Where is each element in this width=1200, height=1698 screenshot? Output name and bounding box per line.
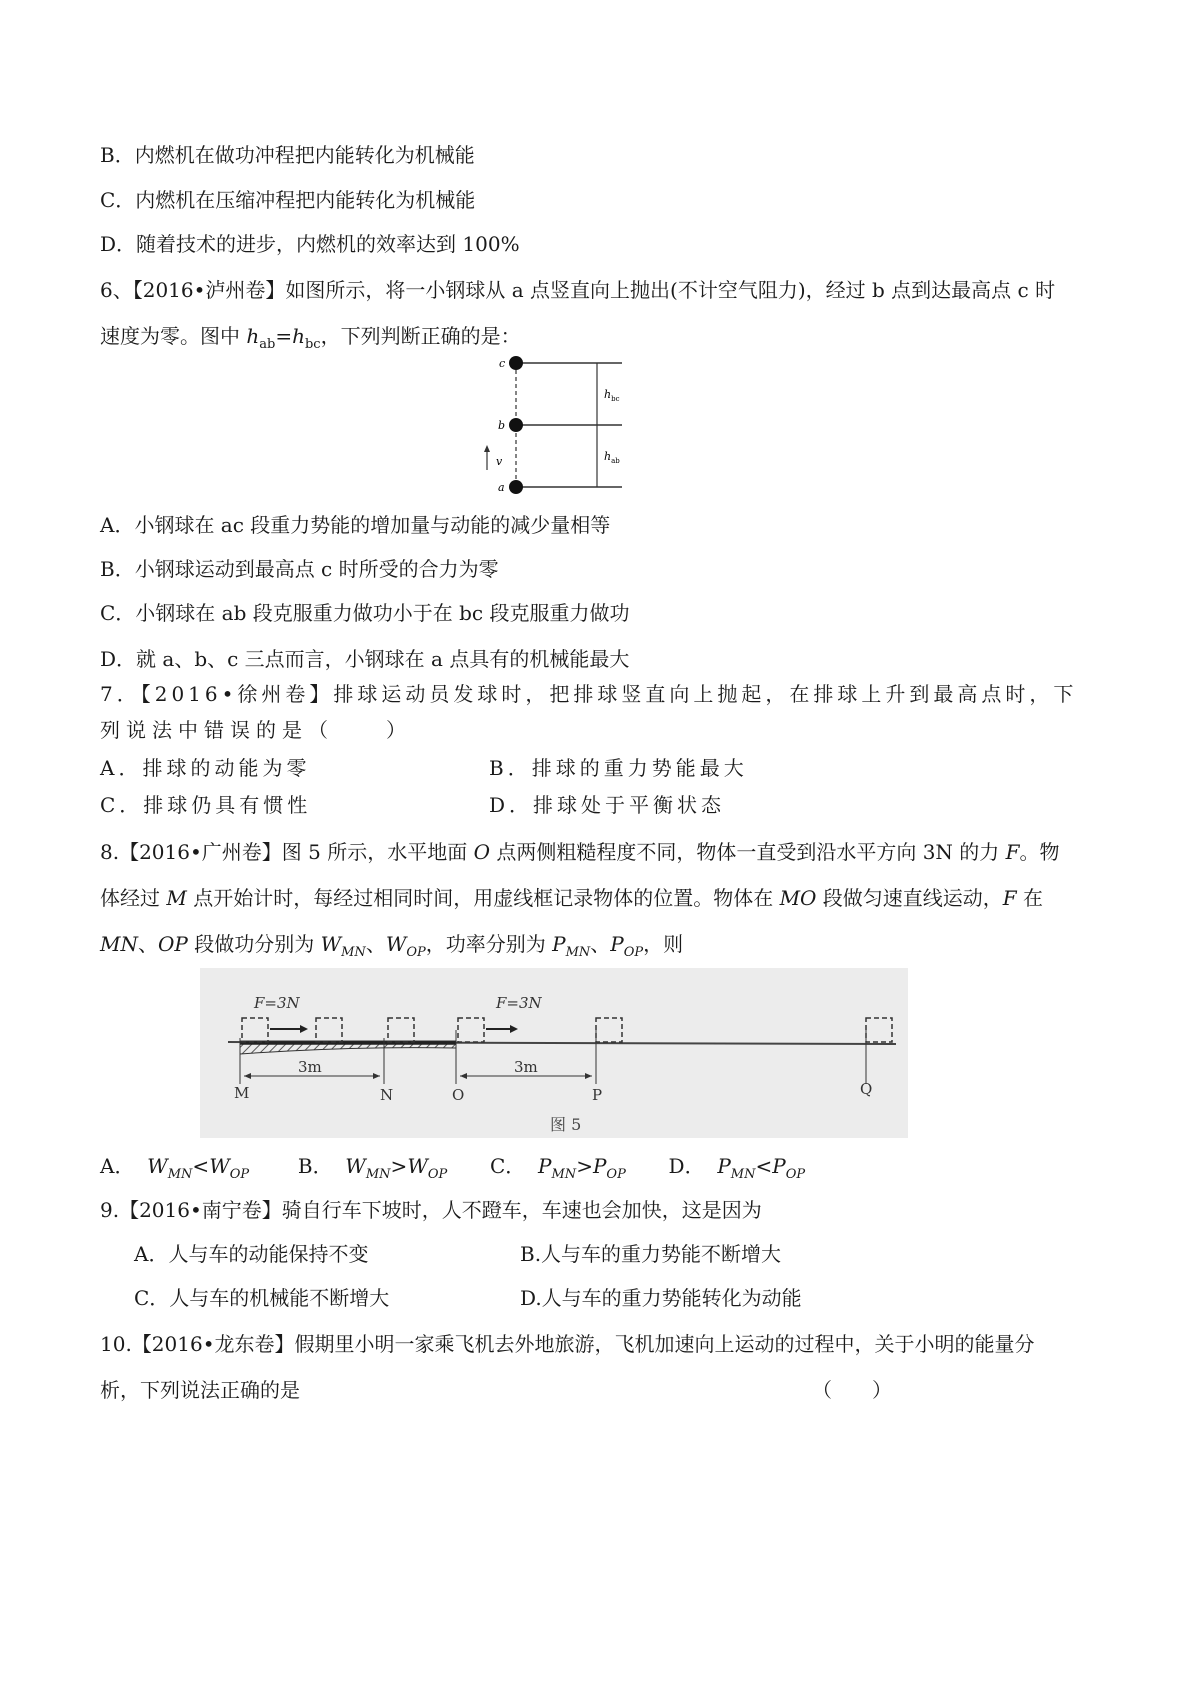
q6-option-b: B．小钢球运动到最高点 c 时所受的合力为零 (100, 557, 499, 581)
q8-option-b: B． $W_{MN}>W_{OP}$ (297, 1154, 448, 1182)
q9-option-a: A．人与车的动能保持不变 (134, 1242, 369, 1266)
label-a: a (498, 481, 505, 494)
force-label-2: F=3N (496, 994, 542, 1012)
distance-op: 3m (514, 1058, 538, 1076)
ball-c (509, 356, 523, 370)
figure-caption: 图 5 (550, 1115, 582, 1134)
q6-option-d: D．就 a、b、c 三点而言，小钢球在 a 点具有的机械能最大 (100, 647, 630, 671)
label-c: c (499, 357, 506, 370)
q10-answer-paren: （ ） (812, 1378, 892, 1402)
q10-stem-line1: 10.【2016•龙东卷】假期里小明一家乘飞机去外地旅游，飞机加速向上运动的过程中，关于小明的能量分 (100, 1332, 1035, 1356)
label-b: b (498, 419, 506, 432)
label-hbc: $h_{bc}$ (604, 388, 620, 403)
q9-option-b: B.人与车的重力势能不断增大 (520, 1242, 782, 1266)
q8-option-d: D． $P_{MN}<P_{OP}$ (668, 1154, 806, 1182)
q6-option-a: A．小钢球在 ac 段重力势能的增加量与动能的减少量相等 (100, 513, 611, 537)
distance-mn: 3m (298, 1058, 322, 1076)
q8-stem-line1: 8.【2016•广州卷】图 5 所示，水平地面 O 点两侧粗糙程度不同，物体一直受到沿水平方向 3N 的力 F。物 (100, 840, 1060, 864)
q8-option-a: A． $W_{MN}<W_{OP}$ (100, 1154, 250, 1182)
q7-option-d: D．排球处于平衡状态 (489, 793, 726, 817)
q10-stem-line2: 析，下列说法正确的是 (100, 1378, 300, 1402)
q9-option-c: C．人与车的机械能不断增大 (134, 1286, 390, 1310)
velocity-label: v (496, 455, 503, 468)
label-hab: $h_{ab}$ (604, 450, 620, 465)
point-m: M (234, 1084, 250, 1102)
q5-option-b: B．内燃机在做功冲程把内能转化为机械能 (100, 143, 475, 167)
ball-a (509, 480, 523, 494)
q8-stem-line2: 体经过 M 点开始计时，每经过相同时间，用虚线框记录物体的位置。物体在 MO 段做匀速直线运动，F 在 (100, 886, 1044, 910)
q6-stem-line1: 6、【2016•泸州卷】如图所示，将一小钢球从 a 点竖直向上抛出(不计空气阻力)，经过 b 点到达最高点 c 时 (100, 278, 1056, 302)
point-o: O (452, 1086, 465, 1104)
q7-stem-line1: 7．【2016•徐州卷】排球运动员发球时，把排球竖直向上抛起，在排球上升到最高点时，下 (100, 682, 1078, 706)
q8-stem-line3: MN、OP 段做功分别为 $W_{MN}$、$W_{OP}$，功率分别为 $P_{MN}$、$P_{OP}$，则 (100, 932, 684, 960)
q5-option-c: C．内燃机在压缩冲程把内能转化为机械能 (100, 188, 476, 212)
q8-option-c: C． $P_{MN}>P_{OP}$ (490, 1154, 626, 1182)
q8-options (100, 1152, 805, 1189)
q7-stem-line2: 列说法中错误的是（ ） (100, 718, 412, 742)
q6-option-c: C．小钢球在 ab 段克服重力做功小于在 bc 段克服重力做功 (100, 601, 630, 625)
ball-b (509, 418, 523, 432)
q6-stem-line2: 速度为零。图中 $h_{ab}=h_{bc}$，下列判断正确的是： (100, 324, 521, 352)
force-label-1: F=3N (254, 994, 300, 1012)
q6-figure (470, 352, 660, 498)
point-n: N (380, 1086, 394, 1104)
q9-stem: 9.【2016•南宁卷】骑自行车下坡时，人不蹬车，车速也会加快，这是因为 (100, 1198, 762, 1222)
q7-option-a: A．排球的动能为零 (100, 756, 311, 780)
q8-figure-5 (200, 968, 908, 1138)
q5-option-d: D．随着技术的进步，内燃机的效率达到 100% (100, 232, 520, 256)
point-p: P (592, 1086, 603, 1104)
point-q: Q (860, 1080, 873, 1098)
q7-option-c: C．排球仍具有惯性 (100, 793, 312, 817)
q9-option-d: D.人与车的重力势能转化为动能 (520, 1286, 802, 1310)
q7-option-b: B．排球的重力势能最大 (489, 756, 748, 780)
